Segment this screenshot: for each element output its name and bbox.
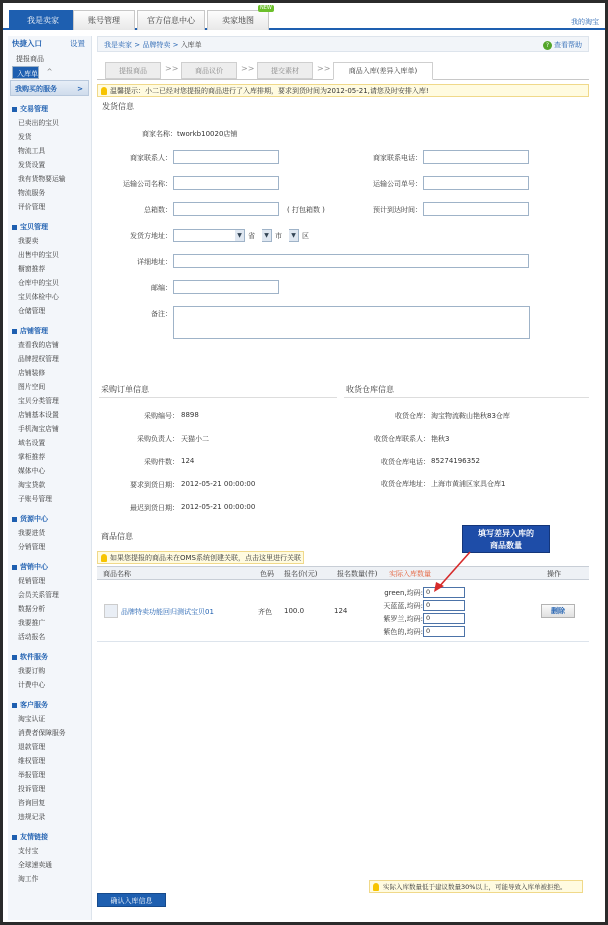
sidebar-group-title[interactable]: [8, 698, 91, 712]
callout-annotation: [462, 525, 550, 553]
sidebar: [8, 36, 92, 920]
purchase-field-label: 采购件数：: [144, 458, 179, 466]
square-bullet-icon: [12, 225, 17, 230]
city-suffix: 市: [275, 232, 282, 240]
bottom-notice-text: 实际入库数量低于建议数量30%以上，可能导致入库单被拒绝。: [383, 883, 567, 891]
sidebar-item[interactable]: 发货: [18, 133, 32, 141]
sidebar-item[interactable]: 品牌授权管理: [18, 355, 59, 363]
sidebar-group: [8, 102, 91, 214]
sidebar-item[interactable]: 数据分析: [18, 605, 46, 613]
eta-input[interactable]: [423, 202, 529, 216]
remark-label: 备注：: [151, 310, 172, 318]
sidebar-group-label: 软件服务: [20, 653, 48, 661]
crumb-sep: >: [134, 41, 141, 49]
purchase-field-value: 124: [181, 457, 195, 465]
sidebar-item[interactable]: 退款管理: [18, 743, 46, 751]
sidebar-group: [8, 220, 91, 318]
warehouse-field-label: 收货仓库联系人：: [374, 435, 430, 443]
boxes-label: 总箱数：: [144, 206, 172, 214]
sidebar-item[interactable]: 会员关系管理: [18, 591, 59, 599]
boxes-input[interactable]: [173, 202, 279, 216]
sidebar-item[interactable]: 仓储管理: [18, 307, 46, 315]
sidebar-item[interactable]: 已卖出的宝贝: [18, 119, 59, 127]
tab-account[interactable]: 账号管理: [73, 10, 135, 30]
sidebar-group-label: 营销中心: [20, 563, 48, 571]
sidebar-group-label: 交易管理: [20, 105, 48, 113]
detail-address-input[interactable]: [173, 254, 529, 268]
contact-label: 商家联系人：: [130, 154, 172, 162]
warehouse-field-label: 收货仓库：: [395, 412, 430, 420]
sidebar-group-title[interactable]: [8, 102, 91, 116]
sidebar-item[interactable]: 媒体中心: [18, 467, 46, 475]
quick-entry-header: [8, 36, 91, 52]
sidebar-item[interactable]: 促销管理: [18, 577, 46, 585]
help-link[interactable]: [543, 37, 582, 53]
sidebar-item[interactable]: 橱窗推荐: [18, 265, 46, 273]
sidebar-group: [8, 560, 91, 644]
col-actual-qty: 实际入库数量: [389, 570, 431, 578]
sidebar-group-title[interactable]: [8, 560, 91, 574]
sidebar-group: [8, 650, 91, 692]
warehouse-field-value: 淘宝物流鞍山艳秋83仓库: [431, 412, 510, 420]
sidebar-item[interactable]: 我要订购: [18, 667, 46, 675]
phone-label: 商家联系电话：: [373, 154, 422, 162]
sidebar-item[interactable]: 举报管理: [18, 771, 46, 779]
contact-input[interactable]: [173, 150, 279, 164]
breadcrumb: [97, 36, 589, 52]
warehouse-field-label: 收货仓库电话：: [381, 458, 430, 466]
carrier-input[interactable]: [173, 176, 279, 190]
sidebar-item[interactable]: 发货设置: [18, 161, 46, 169]
tracking-input[interactable]: [423, 176, 529, 190]
help-label: 查看帮助: [554, 41, 582, 49]
col-qty: 报名数量(件): [337, 570, 378, 578]
delete-button[interactable]: 删除: [541, 604, 575, 618]
square-bullet-icon: [12, 107, 17, 112]
goods-table-header: [97, 566, 589, 580]
chevron-right-icon: >: [77, 85, 83, 93]
sidebar-item[interactable]: 图片空间: [18, 383, 46, 391]
sidebar-item[interactable]: 店铺基本设置: [18, 411, 59, 419]
sidebar-item[interactable]: 宝贝体检中心: [18, 293, 59, 301]
step-arrow: >>: [317, 64, 331, 73]
help-icon: ?: [543, 41, 552, 50]
callout-line-2: 商品数量: [490, 541, 522, 550]
sidebar-group: [8, 698, 91, 824]
sidebar-item[interactable]: 物流服务: [18, 189, 46, 197]
chevron-down-icon: ▼: [262, 230, 271, 241]
col-goods-name: 商品名称: [103, 570, 131, 578]
step-arrow: >>: [241, 64, 255, 73]
sidebar-item[interactable]: 掌柜推荐: [18, 453, 46, 461]
step-negotiate[interactable]: 商品议价: [181, 62, 237, 79]
sidebar-group: [8, 830, 91, 886]
crumb-brand-sale[interactable]: 品牌特卖: [142, 41, 171, 49]
province-suffix: 省: [248, 232, 255, 240]
quick-item-inbound[interactable]: 入库单: [12, 66, 39, 79]
callout-arrow-icon: [430, 548, 475, 594]
purchase-field-value: 8898: [181, 411, 199, 419]
actual-qty-input[interactable]: 0: [423, 600, 465, 611]
quick-entry-settings[interactable]: 设置: [70, 39, 85, 48]
crumb-inbound: 入库单: [180, 41, 202, 49]
col-action: 操作: [547, 570, 561, 578]
province-select[interactable]: [173, 229, 245, 242]
square-bullet-icon: [12, 517, 17, 522]
carrier-label: 运输公司名称：: [123, 180, 172, 188]
tab-seller-map[interactable]: 卖家地图: [207, 10, 269, 30]
tab-seller[interactable]: 我是卖家: [9, 10, 77, 30]
shipping-section-title: 发货信息: [102, 102, 134, 111]
sidebar-group-title[interactable]: [8, 324, 91, 338]
sidebar-item[interactable]: 淘宝认证: [18, 715, 46, 723]
sidebar-item[interactable]: 店铺装修: [18, 369, 46, 377]
district-suffix: 区: [302, 232, 309, 240]
purchase-field-label: 采购负责人：: [137, 435, 179, 443]
sidebar-item[interactable]: 物流工具: [18, 147, 46, 155]
sidebar-item[interactable]: 分销管理: [18, 543, 46, 551]
warehouse-field-label: 收货仓库地址：: [381, 480, 430, 488]
warehouse-section-title: 收货仓库信息: [346, 385, 394, 394]
goods-price: 100.0: [284, 607, 305, 615]
sidebar-item[interactable]: 子账号管理: [18, 495, 52, 503]
square-bullet-icon: [12, 329, 17, 334]
sidebar-item[interactable]: 手机淘宝店铺: [18, 425, 59, 433]
goods-color: 齐色: [258, 608, 272, 616]
sidebar-item[interactable]: 活动报名: [18, 633, 46, 641]
purchased-services[interactable]: [10, 80, 89, 96]
confirm-inbound-button[interactable]: 确认入库信息: [97, 893, 166, 907]
sidebar-item[interactable]: 评价管理: [18, 203, 46, 211]
purchase-field-label: 采购编号：: [144, 412, 179, 420]
warehouse-field-value: 85274196352: [431, 457, 480, 465]
purchased-services-label: 我购买的服务: [15, 85, 57, 93]
new-badge: NEW: [260, 5, 272, 11]
square-bullet-icon: [12, 703, 17, 708]
tracking-label: 运输公司单号：: [373, 180, 422, 188]
sidebar-item[interactable]: 全球速卖通: [18, 861, 52, 869]
col-color: 色码: [260, 570, 274, 578]
detail-address-label: 详细地址：: [137, 258, 172, 266]
actual-qty-input[interactable]: 0: [423, 587, 465, 598]
sidebar-item[interactable]: 维权管理: [18, 757, 46, 765]
arrival-notice-text: 温馨提示：小二已经对您提报的商品进行了入库排期，要求到货时间为2012-05-21,请您及时安排入库!: [110, 87, 429, 95]
crumb-sep: >: [172, 41, 179, 49]
purchase-field-value: 2012-05-21 00:00:00: [181, 480, 256, 488]
zip-input[interactable]: [173, 280, 279, 294]
collapse-toggle[interactable]: ^: [46, 68, 53, 76]
my-taobao-link[interactable]: 我的淘宝: [571, 18, 599, 26]
step-inbound[interactable]: 商品入库(差异入库单): [333, 62, 433, 80]
sidebar-item[interactable]: 我要卖: [18, 237, 39, 245]
square-bullet-icon: [12, 565, 17, 570]
address-label: 发货方地址：: [130, 232, 172, 240]
merchant-label: 商家名称：: [142, 130, 177, 138]
sidebar-group-label: 货源中心: [20, 515, 48, 523]
sidebar-group-title[interactable]: [8, 830, 91, 844]
sidebar-group-label: 店铺管理: [20, 327, 48, 335]
actual-qty-input[interactable]: 0: [423, 613, 465, 624]
divider: [99, 397, 337, 398]
sidebar-group-label: 宝贝管理: [20, 223, 48, 231]
sidebar-item[interactable]: 淘工作: [18, 875, 39, 883]
goods-qty: 124: [334, 607, 348, 615]
col-price: 报名价(元): [284, 570, 318, 578]
lightbulb-icon: [101, 87, 107, 95]
sidebar-item[interactable]: 宝贝分类管理: [18, 397, 59, 405]
chevron-down-icon: ▼: [289, 230, 298, 241]
crumb-seller[interactable]: 我是卖家: [104, 41, 132, 49]
merchant-value: tworkb10020店铺: [177, 130, 238, 138]
sidebar-group: [8, 512, 91, 554]
sidebar-item[interactable]: 计费中心: [18, 681, 46, 689]
variant-label: 天蓝蓝,均码:: [383, 602, 423, 610]
lightbulb-icon: [101, 554, 107, 562]
divider: [344, 397, 589, 398]
city-select[interactable]: [262, 229, 272, 242]
phone-input[interactable]: [423, 150, 529, 164]
sidebar-item[interactable]: 我要进货: [18, 529, 46, 537]
district-select[interactable]: [289, 229, 299, 242]
sidebar-item[interactable]: 我有货物要运输: [18, 175, 66, 183]
warehouse-field-value: 上海市黄浦区家具仓库1: [431, 480, 506, 488]
lightbulb-icon: [373, 883, 379, 891]
remark-textarea[interactable]: [173, 306, 530, 339]
goods-notice: [97, 551, 304, 564]
top-nav: [3, 3, 605, 30]
sidebar-item[interactable]: 出售中的宝贝: [18, 251, 59, 259]
sidebar-group-title[interactable]: [8, 220, 91, 234]
step-submit-goods[interactable]: 提报商品: [105, 62, 161, 79]
purchase-field-label: 最迟到货日期：: [130, 504, 179, 512]
eta-label: 预计到达时间：: [373, 206, 422, 214]
goods-notice-text[interactable]: 如果您提报的商品未在OMS系统创建关联，点击这里进行关联: [110, 554, 301, 562]
callout-line-1: 填写差异入库的: [478, 529, 534, 538]
goods-name-link[interactable]: 品牌特卖功能回归测试宝贝01: [121, 608, 214, 616]
variant-label: 紫色的,均码:: [383, 628, 423, 636]
sidebar-item[interactable]: 投诉管理: [18, 785, 46, 793]
sidebar-group: [8, 324, 91, 506]
sidebar-group-label: 客户服务: [20, 701, 48, 709]
sidebar-item[interactable]: 查看我的店铺: [18, 341, 59, 349]
step-arrow: >>: [165, 64, 179, 73]
chevron-down-icon: ▼: [235, 230, 244, 241]
purchase-section-title: 采购订单信息: [101, 385, 149, 394]
main-content: [97, 36, 589, 916]
actual-qty-input[interactable]: 0: [423, 626, 465, 637]
purchase-field-value: 天猫小二: [181, 435, 209, 443]
sidebar-item[interactable]: 我要推广: [18, 619, 46, 627]
step-tabs: [97, 58, 589, 80]
goods-thumbnail: [104, 604, 118, 618]
goods-section-title: 商品信息: [101, 532, 133, 541]
sidebar-item[interactable]: 支付宝: [18, 847, 39, 855]
variant-label: 紫罗兰,均码:: [383, 615, 423, 623]
sidebar-item[interactable]: 咨询回复: [18, 799, 46, 807]
bottom-notice: [369, 880, 583, 893]
boxes-hint: ( 打包箱数 ): [287, 206, 325, 214]
arrival-notice: [97, 84, 589, 97]
sidebar-item[interactable]: 违规记录: [18, 813, 46, 821]
square-bullet-icon: [12, 655, 17, 660]
sidebar-item[interactable]: 淘宝贷款: [18, 481, 46, 489]
square-bullet-icon: [12, 835, 17, 840]
tab-official-info[interactable]: 官方信息中心: [137, 10, 205, 30]
purchase-field-label: 要求到货日期：: [130, 481, 179, 489]
purchase-field-value: 2012-05-21 00:00:00: [181, 503, 256, 511]
warehouse-field-value: 艳秋3: [431, 435, 450, 443]
step-material[interactable]: 提交素材: [257, 62, 313, 79]
variant-label: green,均码:: [384, 589, 423, 597]
sidebar-item[interactable]: 域名设置: [18, 439, 46, 447]
sidebar-item[interactable]: 仓库中的宝贝: [18, 279, 59, 287]
quick-item-submit-goods[interactable]: 提报商品: [16, 55, 44, 63]
zip-label: 邮编：: [151, 284, 172, 292]
sidebar-group-title[interactable]: [8, 512, 91, 526]
quick-entry-title: 快捷入口: [12, 39, 42, 48]
sidebar-group-title[interactable]: [8, 650, 91, 664]
sidebar-item[interactable]: 消费者保障服务: [18, 729, 66, 737]
sidebar-group-label: 友情链接: [20, 833, 48, 841]
